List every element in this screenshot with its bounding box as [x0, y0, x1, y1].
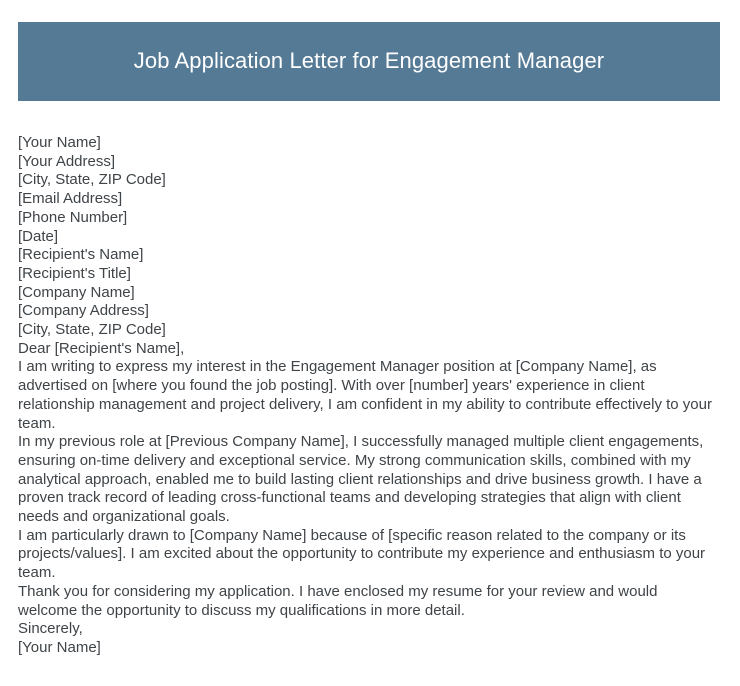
sender-line: [Phone Number] — [18, 208, 128, 226]
body-paragraph: Thank you for considering my application. I have enclosed my resume for your review and would welcome the opportunity to discuss my qualifications in more detail. — [18, 582, 658, 619]
recipient-line: [Company Address] — [18, 302, 149, 320]
recipient-line: [City, State, ZIP Code] — [18, 321, 166, 339]
sender-line: [Your Address] — [18, 152, 116, 170]
recipient-line: [Recipient's Name] — [18, 246, 144, 264]
sender-line: [Your Name] — [18, 134, 101, 151]
recipient-line: [Recipient's Title] — [18, 264, 131, 282]
closing-salutation: Sincerely, — [18, 620, 83, 638]
recipient-address-block — [18, 246, 714, 340]
signature-name: [Your Name] — [18, 638, 101, 656]
recipient-line: [Company Name] — [18, 283, 135, 301]
body-paragraph: I am particularly drawn to [Company Name] because of [specific reason related to the company or its projects/values]. I am excited about the opportunity to contribute my experience and enthusiasm to your team. — [18, 526, 706, 582]
document-header-banner — [18, 22, 720, 101]
body-paragraph: In my previous role at [Previous Company Name], I successfully managed multiple client engagements, ensuring on-time delivery and exceptional service. My strong communication skills, combined with my analytical approach, enabled me to build lasting client relationships and drive business growth. I have a proven track record of leading cross-functional teams and developing strategies that align with client needs and organizational goals. — [18, 433, 704, 526]
sender-line: [Date] — [18, 227, 59, 245]
letter-body — [18, 134, 714, 658]
sender-line: [City, State, ZIP Code] — [18, 171, 166, 189]
salutation: Dear [Recipient's Name], — [18, 339, 185, 357]
body-paragraph: I am writing to express my interest in the Engagement Manager position at [Company Name], as advertised on [where you found the job posting]. With over [number] years' experience in client relationship management and project delivery, I am confident in my ability to contribute effectively to your team. — [18, 358, 712, 432]
sender-line: [Email Address] — [18, 190, 123, 208]
page-title: Job Application Letter for Engagement Manager — [133, 48, 605, 74]
sender-address-block — [18, 134, 714, 246]
